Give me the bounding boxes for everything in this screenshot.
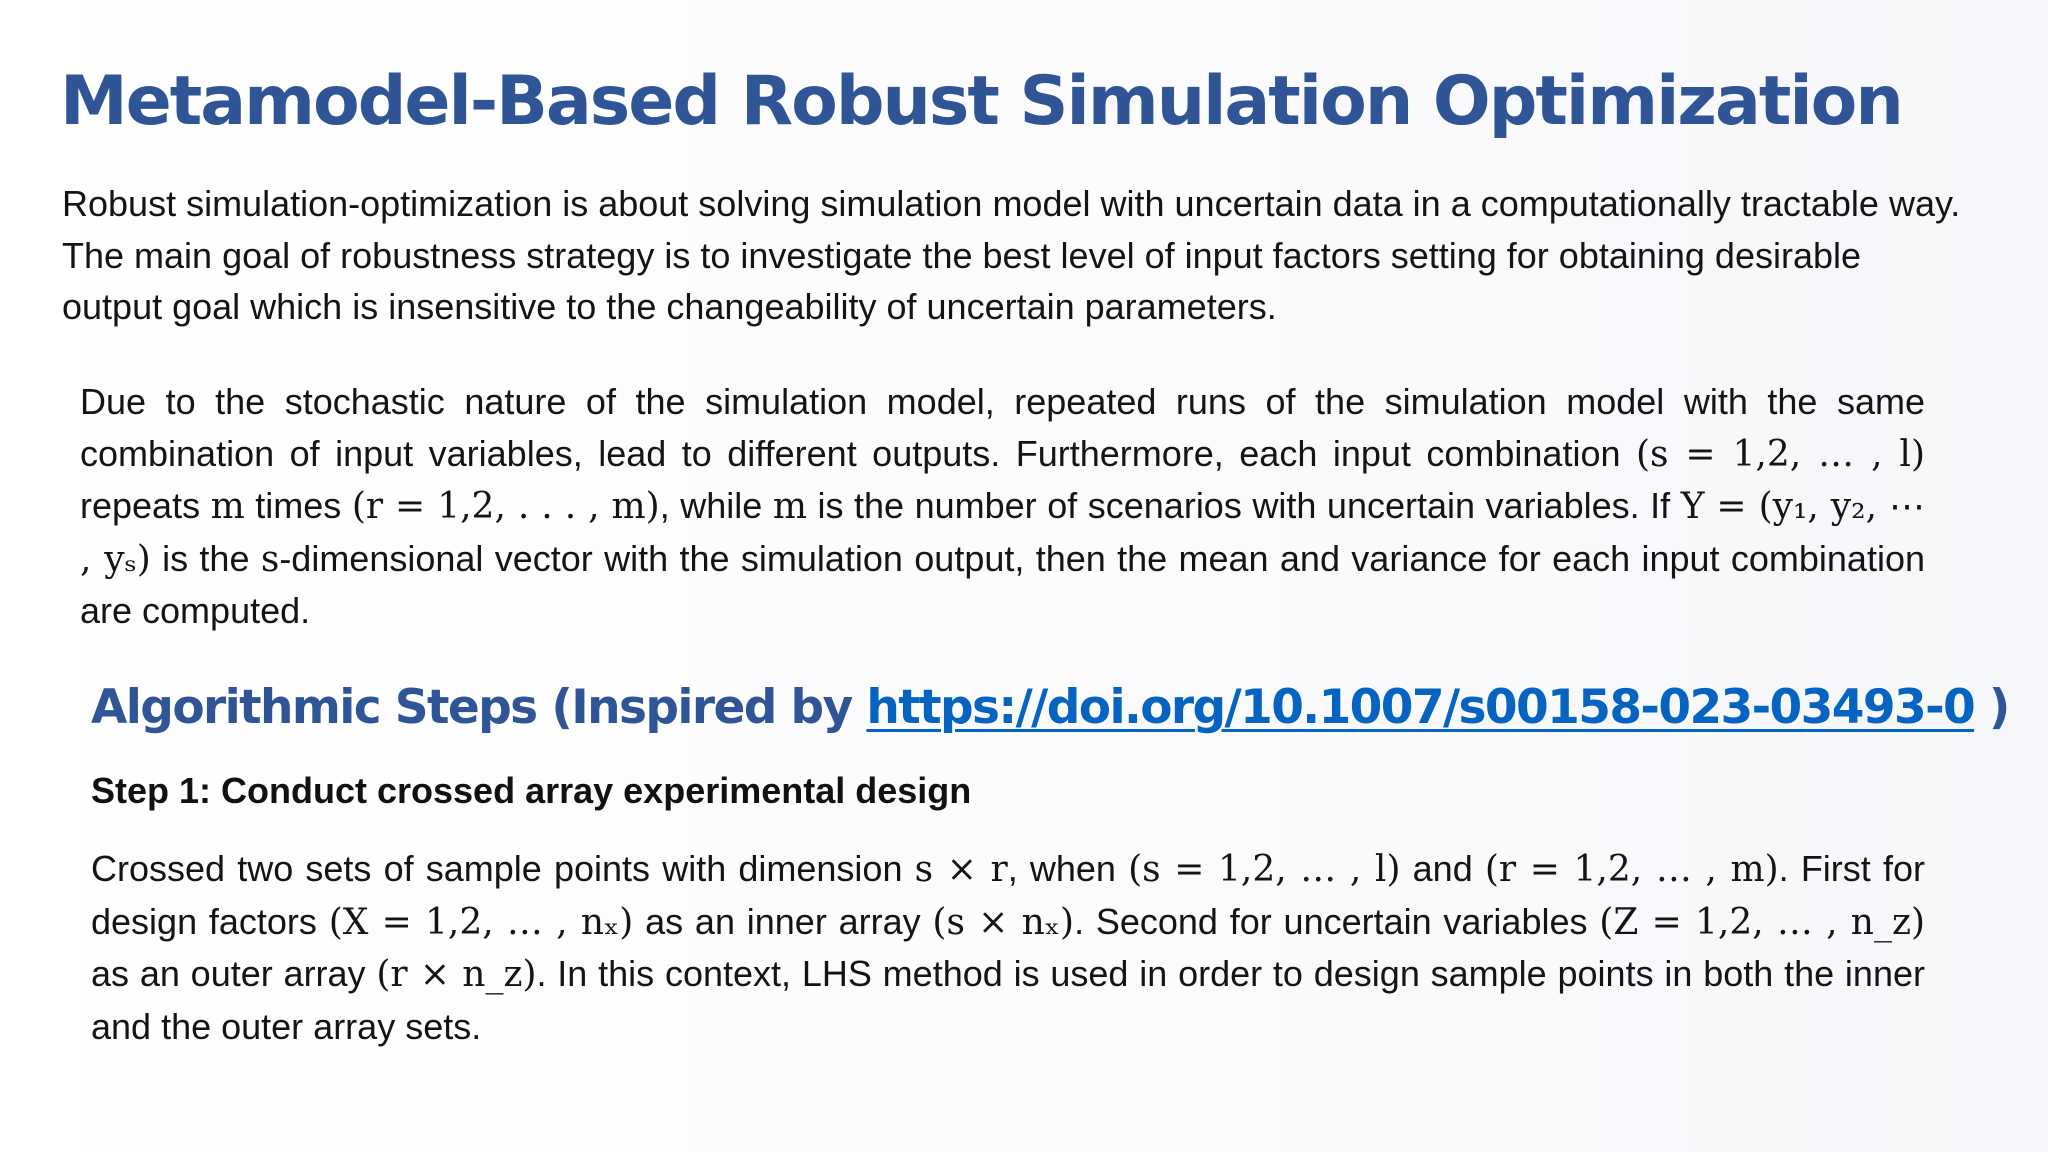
math-s: s: [260, 538, 280, 580]
math-r-range: (r = 1,2, . . . , m): [351, 486, 660, 527]
math-x-range: (X = 1,2, … , nₓ): [328, 901, 634, 943]
text-run: as an outer array: [91, 953, 377, 994]
text-run: repeats: [80, 485, 211, 526]
slide-title: Metamodel-Based Robust Simulation Optimization: [60, 62, 1902, 141]
doi-link[interactable]: https://doi.org/10.1007/s00158-023-03493-0: [866, 680, 1975, 735]
text-run: is the: [150, 537, 261, 579]
text-run: as an inner array: [633, 900, 933, 942]
math-outer-array: (r × n_z): [376, 954, 537, 995]
math-m: m: [210, 486, 245, 527]
text-run: and: [1400, 848, 1485, 889]
text-run: Due to the stochastic nature of the simulation model, repeated runs of the simulation model with the same combination of input variables, lead to different outputs. Furthermore, each input combination: [80, 381, 1925, 474]
heading-suffix: ): [1974, 680, 2009, 735]
intro-paragraph: Robust simulation-optimization is about solving simulation model with uncertain data in a computationally tractable way. The main goal of robustness strategy is to investigate the best level of input factors setting for obtaining desirable output goal which is insensitive to the changeability of uncertain parameters.: [62, 183, 1961, 327]
step1-paragraph: [91, 843, 1925, 1052]
math-z-range: (Z = 1,2, … , n_z): [1599, 901, 1926, 943]
math-s-times-r: s × r: [914, 849, 1008, 890]
math-r-range: (r = 1,2, … , m): [1484, 849, 1779, 890]
math-s-range: (s = 1,2, … , l): [1128, 849, 1401, 890]
heading-prefix: Algorithmic Steps (Inspired by: [91, 680, 867, 735]
text-run: Crossed two sets of sample points with dimension: [91, 848, 915, 889]
math-m: m: [772, 486, 807, 527]
text-run: , while: [659, 485, 773, 526]
math-inner-array: (s × nₓ): [932, 901, 1075, 943]
text-run: . First for design factors: [91, 848, 1925, 942]
text-run: -dimensional vector with the simulation output, then the mean and variance for each input combination are computed.: [80, 537, 1925, 631]
text-run: . Second for uncertain variables: [1074, 900, 1600, 942]
stochastic-paragraph: [80, 376, 1925, 637]
step1-title: Step 1: Conduct crossed array experimental design: [91, 770, 972, 811]
math-s-range: (s = 1,2, … , l): [1635, 433, 1925, 475]
text-run: times: [244, 485, 352, 526]
algorithmic-steps-heading: [91, 680, 2009, 735]
math-y-vector: Y = (y₁, y₂, ⋯ , yₛ): [80, 486, 1925, 580]
text-run: , when: [1007, 848, 1129, 889]
text-run: . In this context, LHS method is used in order to design sample points in both the inner and the outer array sets.: [91, 953, 1925, 1047]
text-run: is the number of scenarios with uncertain variables. If: [806, 485, 1681, 526]
